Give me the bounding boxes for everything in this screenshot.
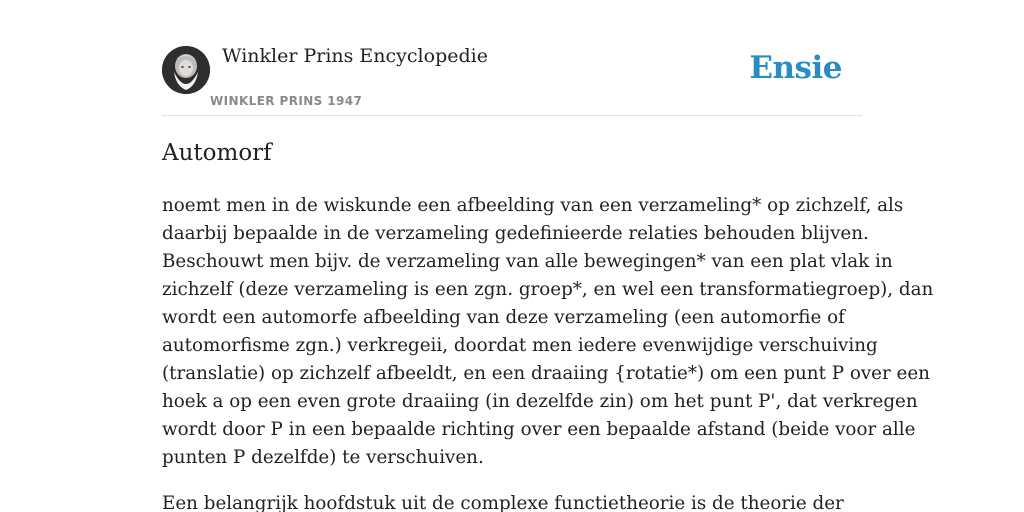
paragraph	[162, 192, 934, 472]
source-subtitle[interactable]: WINKLER PRINS 1947	[210, 94, 363, 108]
source-title[interactable]: Winkler Prins Encyclopedie	[222, 45, 488, 67]
text-line: punten P dezelfde) te verschuiven.	[162, 447, 484, 468]
page-container	[162, 0, 934, 512]
text-line: zichzelf (deze verzameling is een zgn. groep*, en wel een transformatiegroep), dan	[162, 279, 934, 300]
text-line: Een belangrijk hoofdstuk uit de complexe functietheorie is de theorie der	[162, 493, 844, 512]
text-line: Beschouwt men bijv. de verzameling van alle bewegingen* van een plat vlak in	[162, 251, 893, 272]
text-line: noemt men in de wiskunde een afbeelding van een verzameling* op zichzelf, als	[162, 195, 904, 216]
avatar[interactable]	[162, 46, 210, 94]
text-line: wordt een automorfe afbeelding van deze verzameling (een automorfie of	[162, 307, 845, 328]
brand-logo[interactable]: Ensie	[749, 50, 842, 86]
paragraph	[162, 490, 862, 512]
portrait-image	[162, 46, 210, 94]
article-body	[162, 192, 934, 512]
source-header	[162, 0, 862, 116]
article-title: Automorf	[162, 140, 272, 166]
text-line: wordt door P in een bepaalde richting over een bepaalde afstand (beide voor alle	[162, 419, 916, 440]
text-line: daarbij bepaalde in de verzameling gedefinieerde relaties behouden blijven.	[162, 223, 869, 244]
text-line: (translatie) op zichzelf afbeeldt, en een draaiing {rotatie*) om een punt P over een	[162, 363, 930, 384]
text-line: hoek a op een even grote draaiing (in dezelfde zin) om het punt P', dat verkregen	[162, 391, 918, 412]
text-line: automorfisme zgn.) verkregeii, doordat men iedere evenwijdige verschuiving	[162, 335, 878, 356]
